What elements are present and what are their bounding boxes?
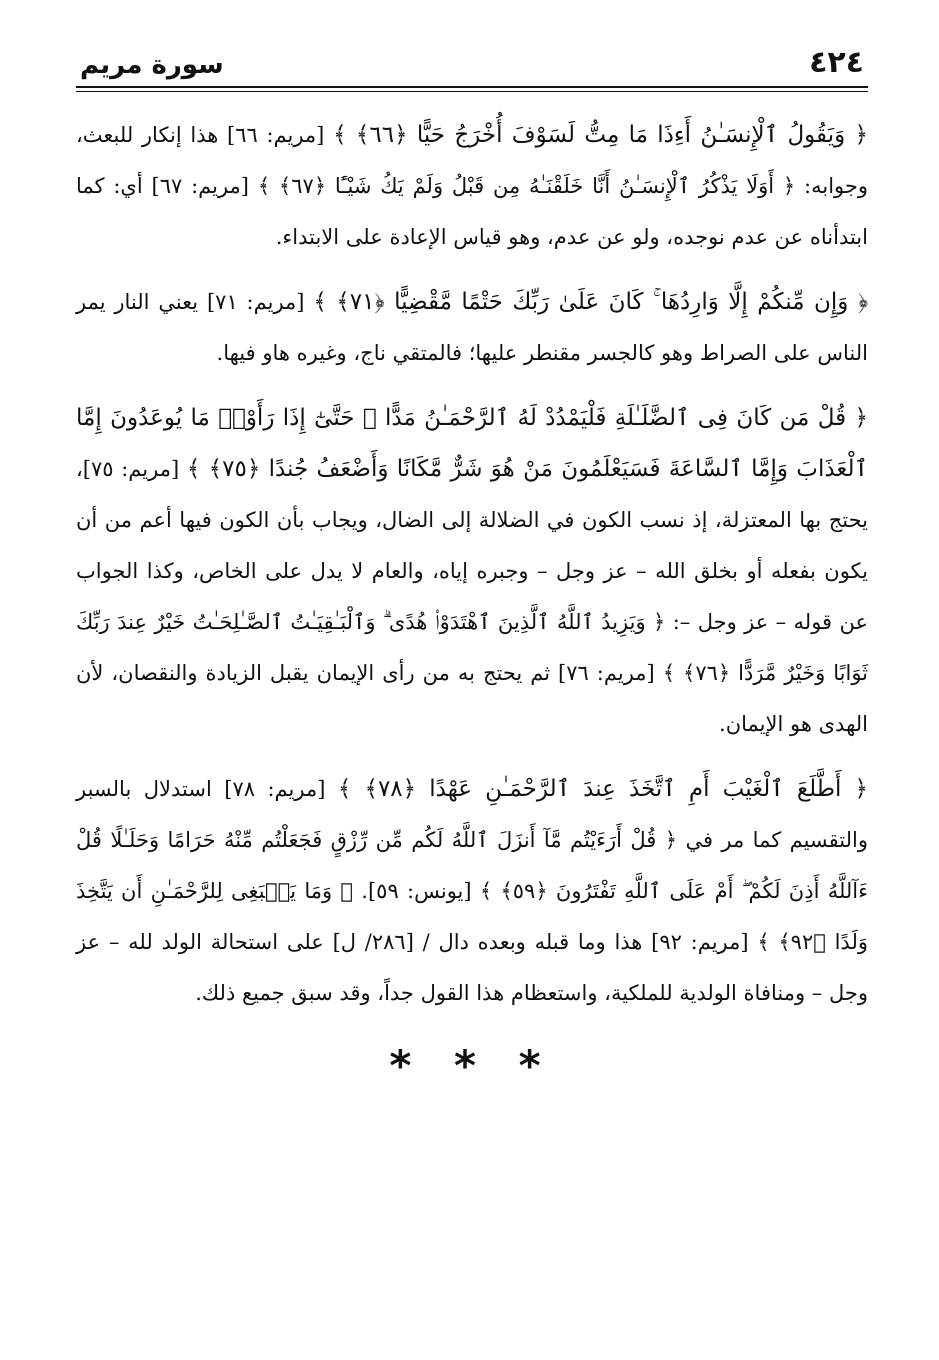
surah-title: سورة مريم — [80, 50, 224, 80]
document-page — [76, 30, 868, 1090]
commentary-text: [مريم: ٧٨] استدلال بالسبر والتقسيم كما مر في ﴿ قُلْ أَرَءَيْتُم مَّآ أَنزَلَ ٱللَّهُ لَكُم مِّن رِّزْقٍ فَجَعَلْتُم مِّنْهُ حَرَامًا وَحَلَـٰلًا قُلْ ءَآللَّهُ أَذِنَ لَكُمْ ۖ أَمْ عَلَى ٱللَّهِ تَفْتَرُونَ ﴿٥٩﴾ ﴾ [يونس: ٥٩]. ﴿ وَمَا يَنۢبَغِى لِلرَّحْمَـٰنِ أَن يَتَّخِذَ وَلَدًا ﴿٩٢﴾ ﴾ [مريم: ٩٢] هذا وما قبله وبعده دال / [٢٨٦/ ل] على استحالة الولد لله – عز وجل – ومنافاة الولدية للملكية، واستعظام هذا القول جداً، وقد سبق جميع ذلك. — [76, 777, 869, 1005]
commentary-text: [مريم: ٧٥]، يحتج بها المعتزلة، إذ نسب الكون في الضلالة إلى الضال، ويجاب بأن الكون فيها أعم من أن يكون بفعله أو بخلق الله – عز وجل – وجبره إياه، والعام لا يدل على الخاص، وكذا الجواب عن قوله – عز وجل –: ﴿ وَيَزِيدُ ٱللَّهُ ٱلَّذِينَ ٱهْتَدَوْا۟ هُدًى ۗ وَٱلْبَـٰقِيَـٰتُ ٱلصَّـٰلِحَـٰتُ خَيْرٌ عِندَ رَبِّكَ ثَوَابًا وَخَيْرٌ مَّرَدًّا ﴿٧٦﴾ ﴾ [مريم: ٧٦] ثم يحتج به من رأى الإيمان يقبل الزيادة والنقصان، لأن الهدى هو الإيمان. — [76, 457, 869, 736]
commentary-text: [مريم: ٧١] يعني النار يمر الناس على الصراط وهو كالجسر مقنطر عليها؛ فالمتقي ناج، وغيره هاو فيها. — [76, 290, 868, 365]
quran-verse: ﴿ وَإِن مِّنكُمْ إِلَّا وَارِدُهَا ۚ كَانَ عَلَىٰ رَبِّكَ حَتْمًا مَّقْضِيًّا ﴿٧١﴾ ﴾ — [313, 289, 869, 315]
page-number: ٤٢٤ — [809, 45, 864, 80]
section-end-ornament: * * * — [389, 1041, 555, 1090]
paragraph-3 — [76, 393, 868, 750]
page-header — [76, 30, 868, 78]
header-divider — [76, 86, 868, 92]
paragraph-1 — [76, 110, 868, 263]
quran-verse: ﴿ أَطَّلَعَ ٱلْغَيْبَ أَمِ ٱتَّخَذَ عِندَ ٱلرَّحْمَـٰنِ عَهْدًا ﴿٧٨﴾ ﴾ — [337, 776, 868, 802]
paragraph-2 — [76, 277, 868, 379]
quran-verse: ﴿ قُلْ مَن كَانَ فِى ٱلضَّلَـٰلَةِ فَلْيَمْدُدْ لَهُ ٱلرَّحْمَـٰنُ مَدًّا ۚ حَتَّىٰٓ إِذَا رَأَوْا۟ مَا يُوعَدُونَ إِمَّا ٱلْعَذَابَ وَإِمَّا ٱلسَّاعَةَ فَسَيَعْلَمُونَ مَنْ هُوَ شَرٌّ مَّكَانًا وَأَضْعَفُ جُندًا ﴿٧٥﴾ ﴾ — [76, 405, 868, 482]
quran-verse: ﴿ وَيَقُولُ ٱلْإِنسَـٰنُ أَءِذَا مَا مِتُّ لَسَوْفَ أُخْرَجُ حَيًّا ﴿٦٦﴾ ﴾ — [333, 122, 868, 148]
commentary-text: [مريم: ٦٦] هذا إنكار للبعث، وجوابه: ﴿ أَوَلَا يَذْكُرُ ٱلْإِنسَـٰنُ أَنَّا خَلَقْنَـٰهُ مِن قَبْلُ وَلَمْ يَكُ شَيْـًٔا ﴿٦٧﴾ ﴾ [مريم: ٦٧] أي: كما ابتدأناه عن عدم نوجده، ولو عن عدم، وهو قياس الإعادة على الابتداء. — [76, 123, 868, 249]
paragraph-4 — [76, 764, 868, 1019]
page-body — [76, 110, 868, 1090]
